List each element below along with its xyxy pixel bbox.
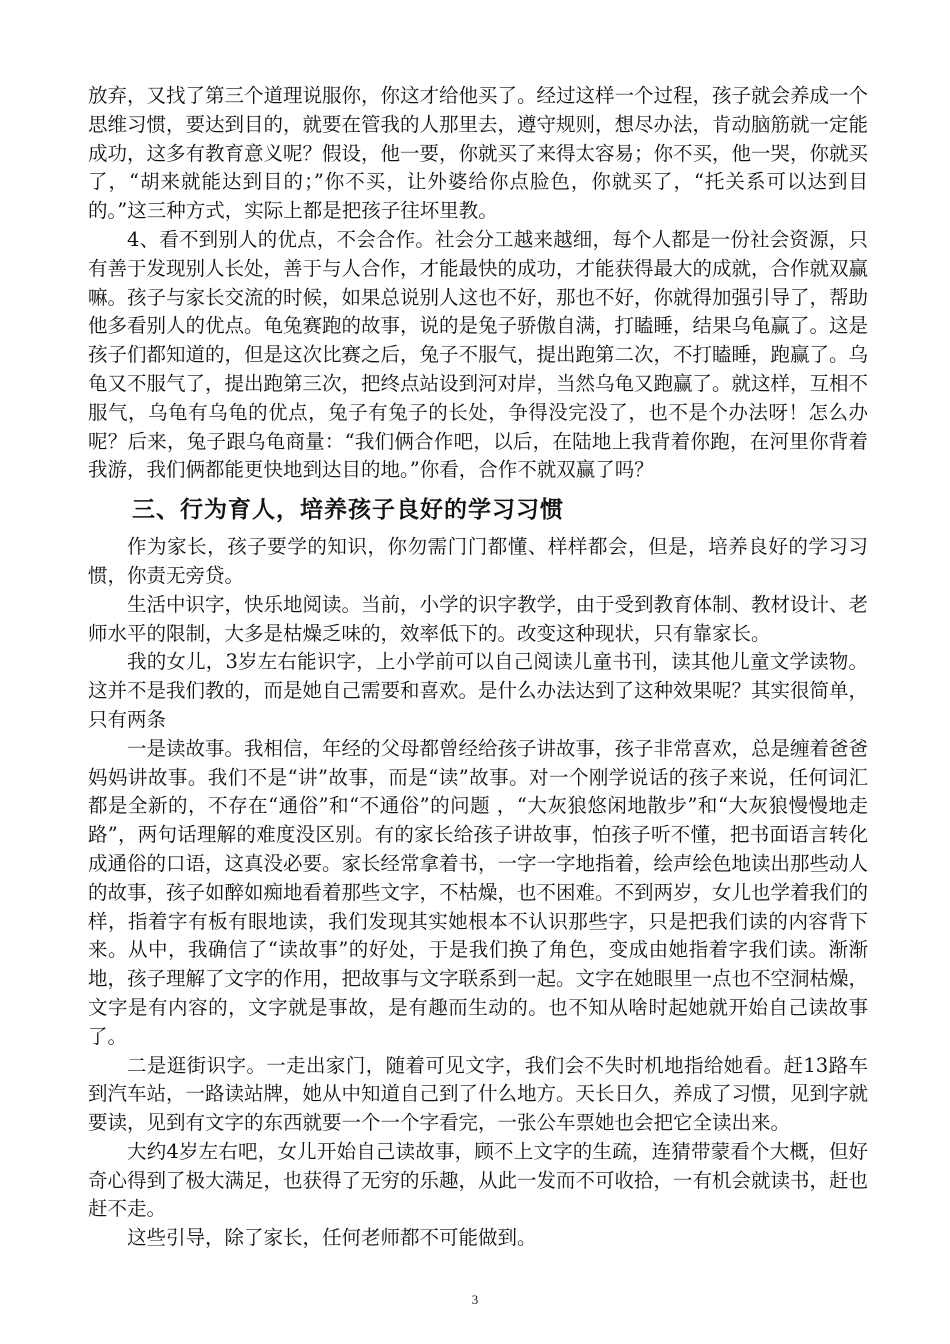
paragraph: 一是读故事。我相信，年经的父母都曾经给孩子讲故事，孩子非常喜欢，总是缠着爸爸妈妈讲故事。我们不是“讲”故事，而是“读”故事。对一个刚学说话的孩子来说，任何词汇都是全新的，不存在“通俗”和“不通俗”的问题 ，“大灰狼悠闲地散步”和“大灰狼慢慢地走路”，两句话理解的难度没区别。有的家长给孩子讲故事，怕孩子听不懂，把书面语言转化成通俗的口语，这真没必要。家长经常拿着书，一字一字地指着，绘声绘色地读出那些动人的故事，孩子如醉如痴地看着那些文字，不枯燥，也不困难。不到两岁，女儿也学着我们的样，指着字有板有眼地读，我们发现其实她根本不认识那些字，只是把我们读的内容背下来。从中，我确信了“读故事”的好处，于是我们换了角色，变成由她指着字我们读。渐渐地，孩子理解了文字的作用，把故事与文字联系到一起。文字在她眼里一点也不空洞枯燥，文字是有内容的，文字就是事故，是有趣而生动的。也不知从啥时起她就开始自己读故事了。 xyxy=(88,736,869,1048)
paragraph: 二是逛街识字。一走出家门，随着可见文字，我们会不失时机地指给她看。赶13路车到汽车站，一路读站牌，她从中知道自己到了什么地方。天长日久，养成了习惯，见到字就要读，见到有文字的东西就要一个一个字看完，一张公车票她也会把它全读出来。 xyxy=(88,1053,869,1135)
paragraph: 生活中识字，快乐地阅读。当前，小学的识字教学，由于受到教育体制、教材设计、老师水平的限制，大多是枯燥乏味的，效率低下的。改变这种现状，只有靠家长。 xyxy=(88,592,869,645)
paragraph: 这些引导，除了家长，任何老师都不可能做到。 xyxy=(127,1226,537,1250)
paragraph: 我的女儿，3岁左右能识字，上小学前可以自己阅读儿童书刊，读其他儿童文学读物。这并不是我们教的，而是她自己需要和喜欢。是什么办法达到了这种效果呢？其实很简单，只有两条 xyxy=(88,650,869,731)
document-body xyxy=(88,82,868,1253)
paragraph: 放弃，又找了第三个道理说服你，你这才给他买了。经过这样一个过程，孩子就会养成一个思维习惯，要达到目的，就要在管我的人那里去，遵守规则，想尽办法，肯动脑筋就一定能成功，这多有教育意义呢？假设，他一要，你就买了来得太容易；你不买，他一哭，你就买了，“胡来就能达到目的；”你不买，让外婆给你点脸色，你就买了，“托关系可以达到目的。”这三种方式，实际上都是把孩子往坏里教。 xyxy=(88,84,869,223)
paragraph: 作为家长，孩子要学的知识，你勿需门门都懂、样样都会，但是，培养良好的学习习惯，你责无旁贷。 xyxy=(88,535,868,587)
page-number: 3 xyxy=(471,1292,479,1307)
paragraph: 大约4岁左右吧，女儿开始自己读故事，顾不上文字的生疏，连猜带蒙看个大概，但好奇心得到了极大满足，也获得了无穷的乐趣，从此一发而不可收拾，一有机会就读书，赶也赶不走。 xyxy=(88,1139,869,1221)
section-heading: 三、行为育人，培养孩子良好的学习习惯 xyxy=(132,497,564,524)
paragraph: 4、看不到别人的优点，不会合作。社会分工越来越细，每个人都是一份社会资源，只有善于发现别人长处，善于与人合作，才能最快的成功，才能获得最大的成就，合作就双赢嘛。孩子与家长交流的时候，如果总说别人这也不好，那也不好，你就得加强引导了，帮助他多看别人的优点。龟兔赛跑的故事，说的是兔子骄傲自满，打瞌睡，结果乌龟赢了。这是孩子们都知道的，但是这次比赛之后，兔子不服气，提出跑第二次，不打瞌睡，跑赢了。乌龟又不服气了，提出跑第三次，把终点站设到河对岸，当然乌龟又跑赢了。就这样，互相不服气，乌龟有乌龟的优点，兔子有兔子的长处，争得没完没了，也不是个办法呀！怎么办呢？后来，兔子跟乌龟商量：“我们俩合作吧，以后，在陆地上我背着你跑，在河里你背着我游，我们俩都能更快地到达目的地。”你看，合作不就双赢了吗？ xyxy=(88,227,869,482)
